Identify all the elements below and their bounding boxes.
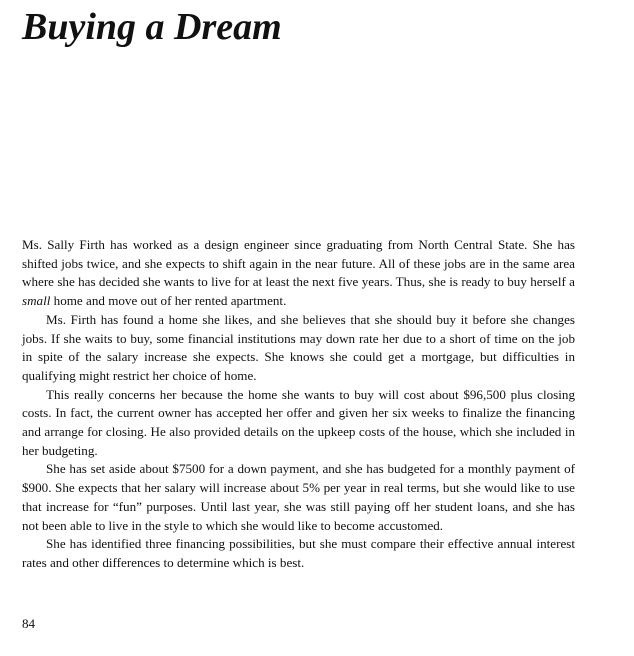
body-text [22,236,575,573]
paragraph-1 [22,236,575,311]
page-number: 84 [22,616,36,631]
page-title: Buying a Dream [22,6,282,48]
paragraph-1-text-start: Ms. Sally Firth has worked as a design engineer since graduating from North Central State. She has shifted jobs twice, and she expects to shift again in the near future. All of these jobs are in the same area where she has decided she wants to live for at least the next five years. Thus, she is ready to buy herself a [22,237,575,290]
paragraph-4: She has set aside about $7500 for a down payment, and she has budgeted for a monthly payment of $900. She expects that her salary will increase about 5% per year in real terms, but she would like to use that increase for “fun” purposes. Until last year, she was still paying off her student loans, and she has not been able to live in the style to which she would like to become accustomed. [22,461,575,533]
emphasis-small: small [22,293,51,309]
paragraph-1-text-end: home and move out of her rented apartment. [50,293,287,309]
paragraph-2: Ms. Firth has found a home she likes, and she believes that she should buy it before she changes jobs. If she waits to buy, some financial institutions may down rate her due to a short of time on the job in spite of the salary increase she expects. She knows she could get a mortgage, but difficulties in qualifying might restrict her choice of home. [22,311,575,383]
paragraph-3: This really concerns her because the home she wants to buy will cost about $96,500 plus closing costs. In fact, the current owner has accepted her offer and given her six weeks to finalize the financing and arrange for closing. He also provided details on the upkeep costs of the house, which she included in her budgeting. [22,386,575,458]
paragraph-5: She has identified three financing possibilities, but she must compare their effective annual interest rates and other differences to determine which is best. [22,536,575,570]
